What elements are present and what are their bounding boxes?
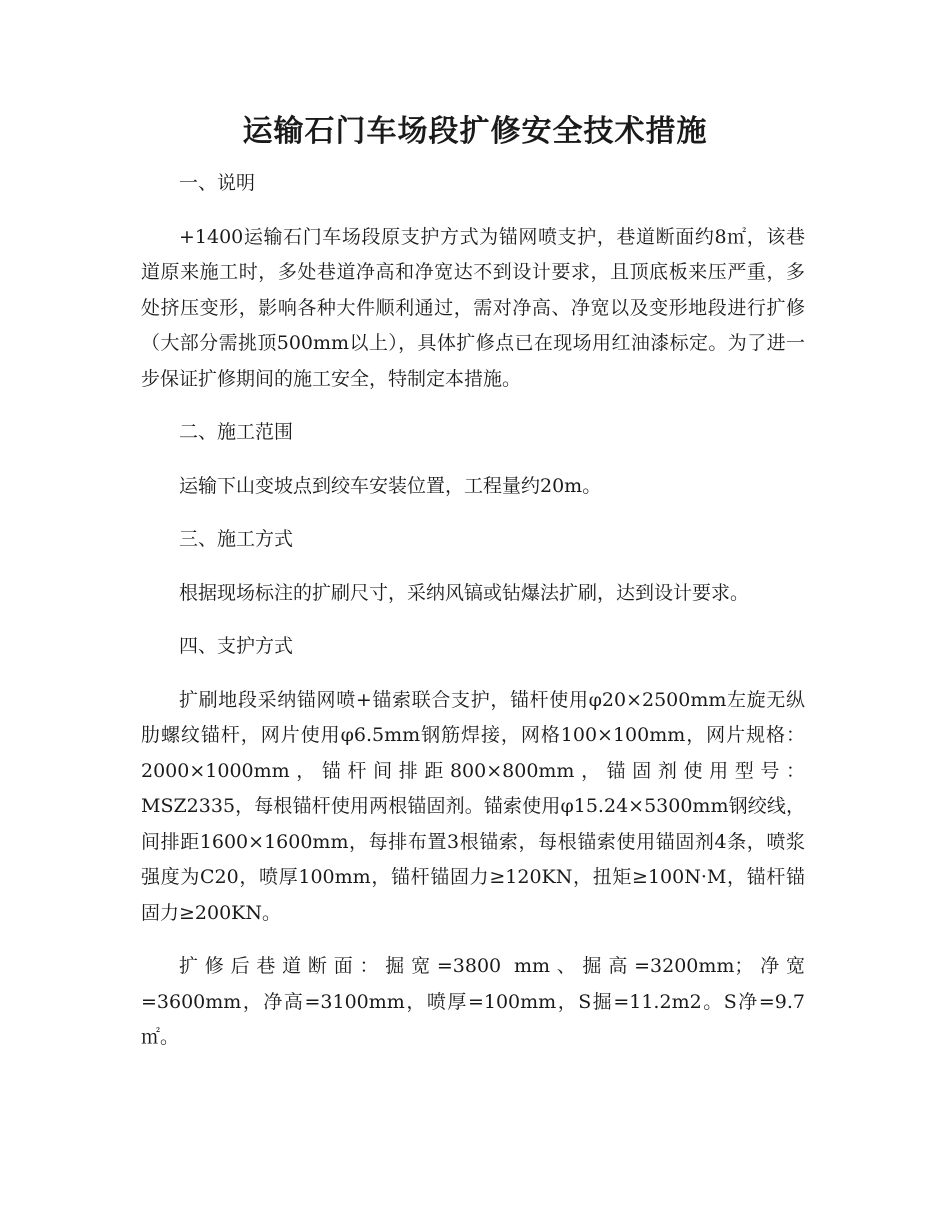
section-heading-explanation: 一、说明 bbox=[179, 172, 256, 194]
section-heading-scope: 二、施工范围 bbox=[179, 421, 294, 443]
paragraph-explanation: +1400运输石门车场段原支护方式为锚网喷支护，巷道断面约8㎡，该巷道原来施工时，多处巷道净高和净宽达不到设计要求，且顶底板来压严重，多处挤压变形，影响各种大件顺利通过，需对净高、净宽以及变形地段进行扩修（大部分需挑顶500mm以上），具体扩修点已在现场用红油漆标定。为了进一步保证扩修期间的施工安全，特制定本措施。 bbox=[141, 225, 805, 390]
section-heading-method: 三、施工方式 bbox=[179, 528, 294, 550]
section-heading-support: 四、支护方式 bbox=[179, 635, 294, 657]
paragraph-method: 根据现场标注的扩刷尺寸，采纳风镐或钻爆法扩刷，达到设计要求。 bbox=[179, 581, 750, 604]
paragraph-support-details: 扩刷地段采纳锚网喷+锚索联合支护，锚杆使用φ20×2500mm左旋无纵肋螺纹锚杆，网片使用φ6.5mm钢筋焊接，网格100×100mm，网片规格：2000×1000mm，锚杆间排距800×800mm，锚固剂使用型号：MSZ2335，每根锚杆使用两根锚固剂。锚索使用φ15.24×5300mm钢绞线，间排距1600×1600mm，每排布置3根锚索，每根锚索使用锚固剂4条，喷浆强度为C20，喷厚100mm，锚杆锚固力≥120KN，扭矩≥100N·M，锚杆锚固力≥200KN。 bbox=[141, 688, 805, 924]
document-body bbox=[141, 166, 805, 1056]
paragraph-section-dimensions: 扩修后巷道断面：掘宽=3800 mm、掘高=3200mm；净宽=3600mm，净高=3100mm，喷厚=100mm，S掘=11.2m2。S净=9.7㎡。 bbox=[141, 955, 805, 1048]
paragraph-scope: 运输下山变坡点到绞车安装位置，工程量约20m。 bbox=[179, 474, 602, 497]
document-title: 运输石门车场段扩修安全技术措施 bbox=[242, 114, 708, 149]
